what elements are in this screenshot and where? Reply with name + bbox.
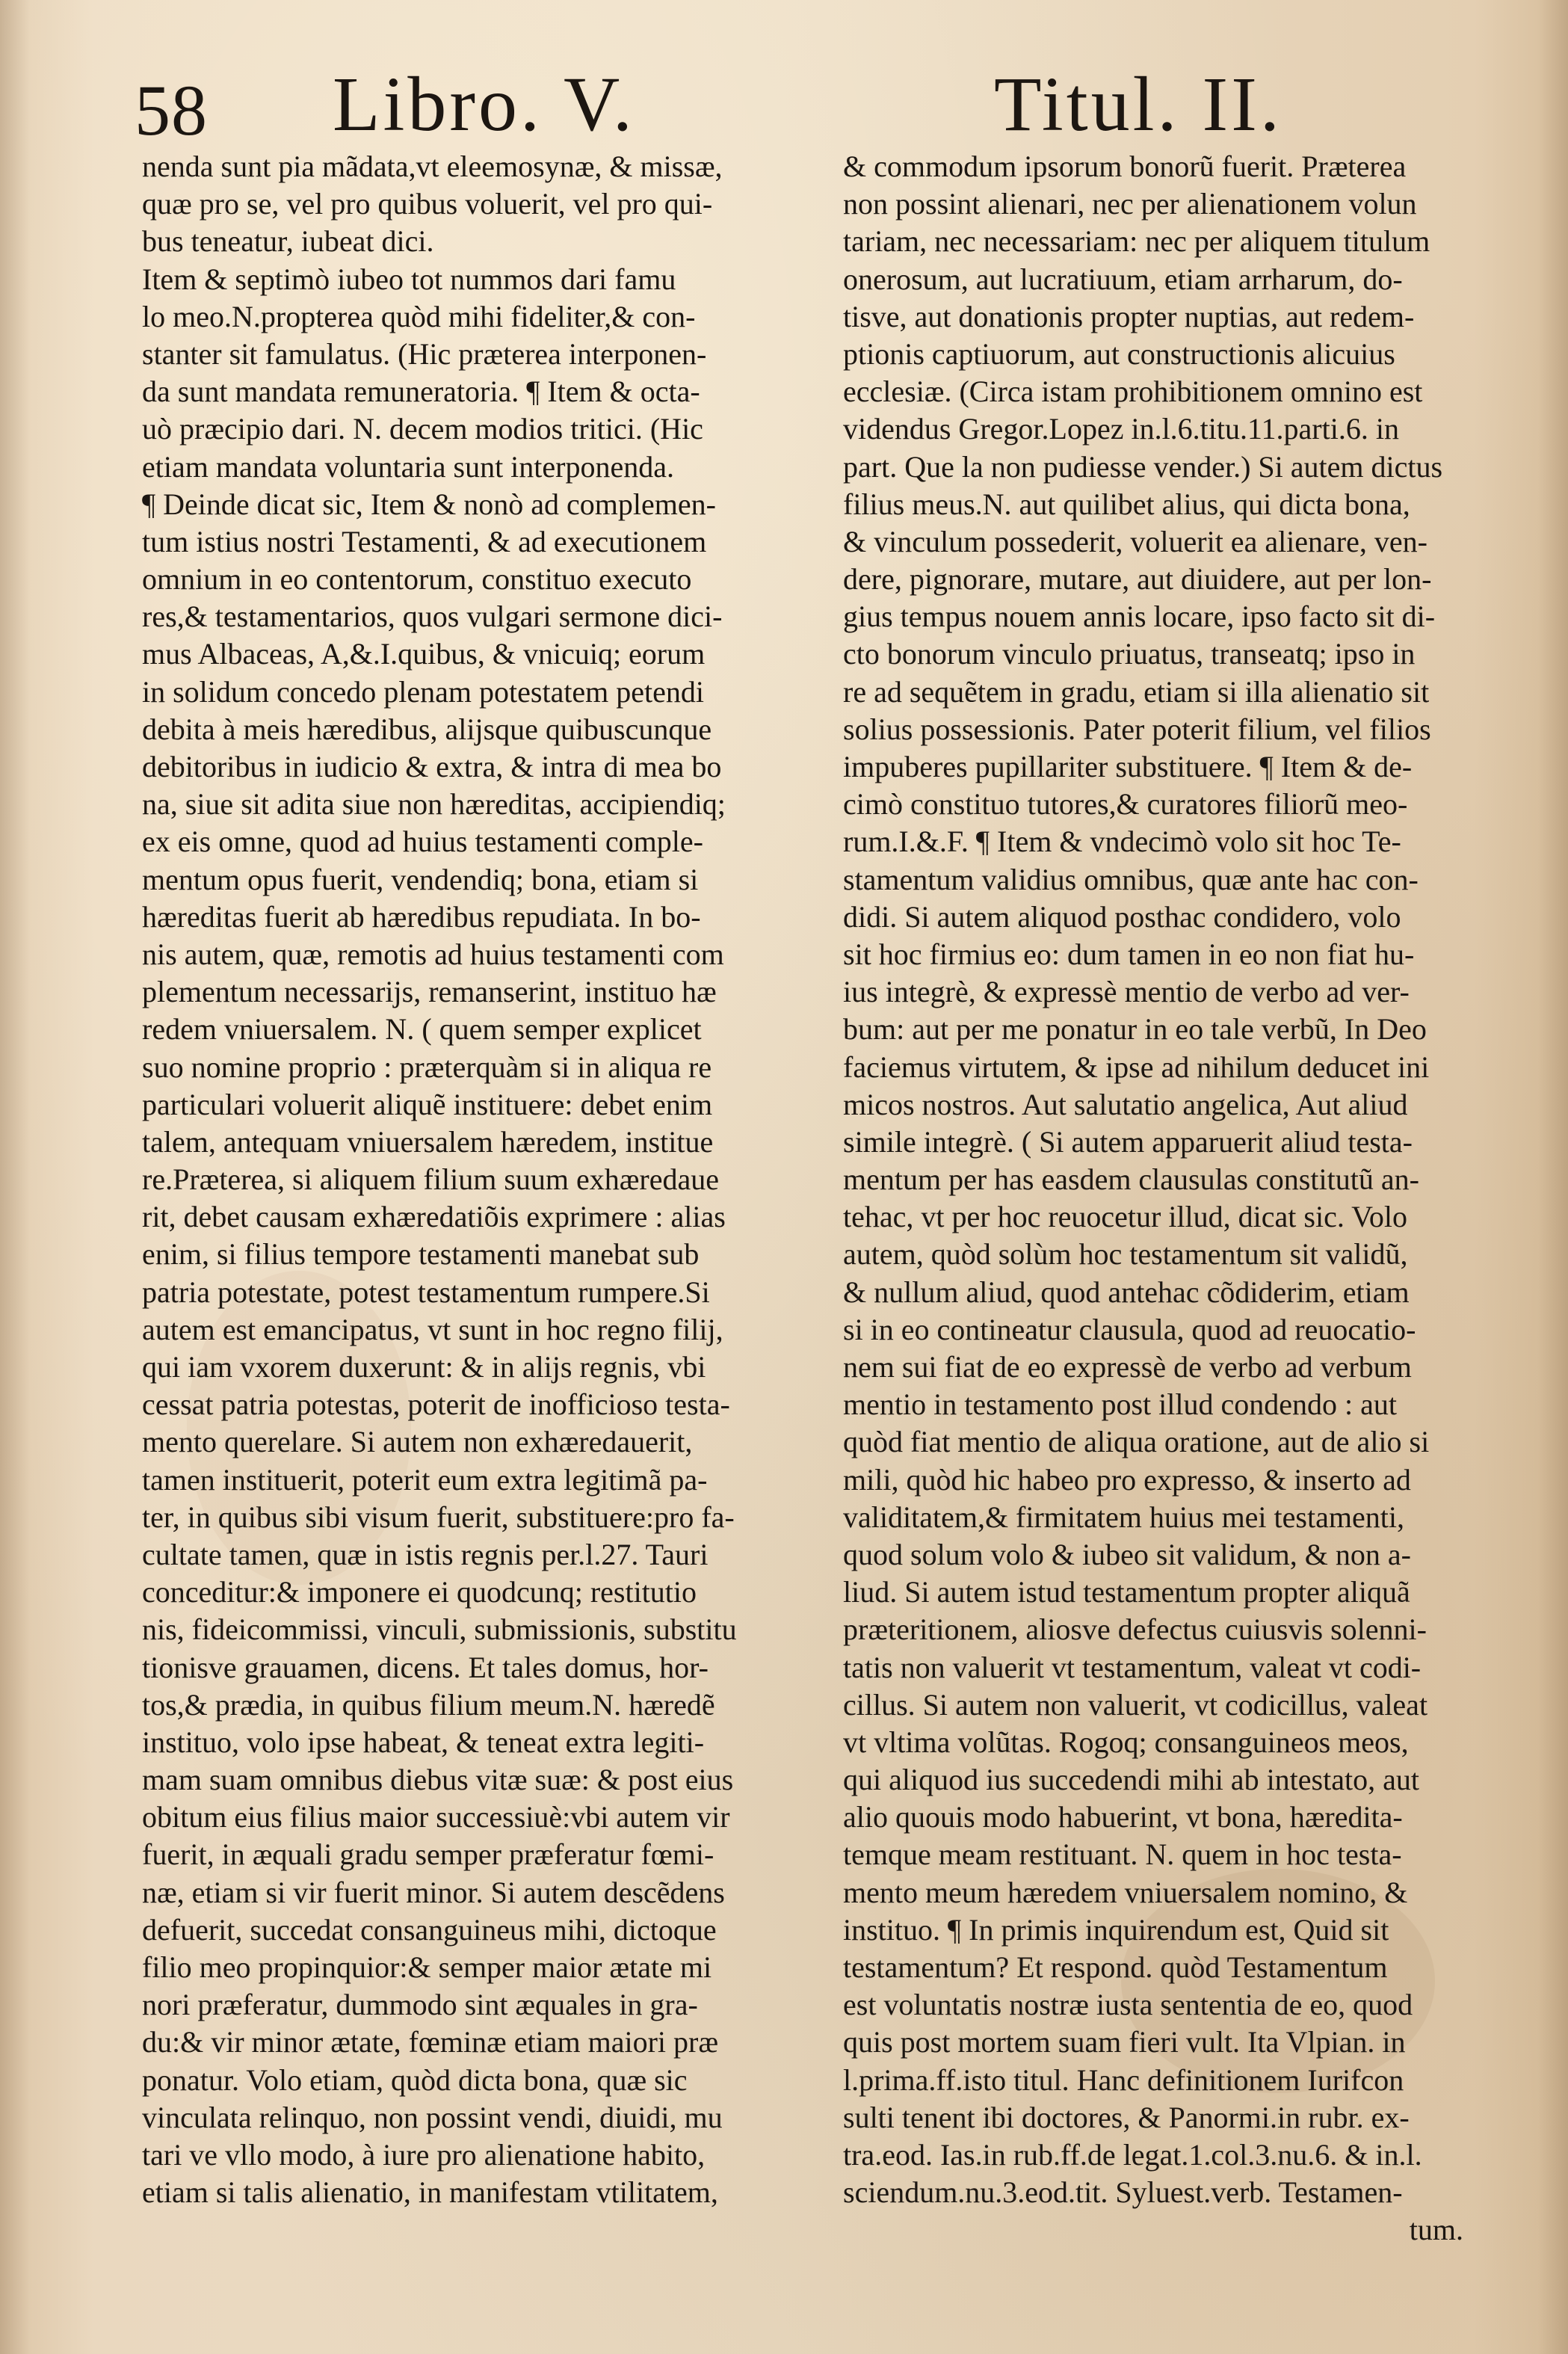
text-line: plementum necessarijs, remanserint, instituo hæ: [142, 975, 717, 1009]
text-line: qui iam vxorem duxerunt: & in alijs regnis, vbi: [142, 1350, 706, 1384]
text-line: sit hoc firmius eo: dum tamen in eo non fiat hu-: [843, 937, 1415, 971]
text-line: etiam si talis alienatio, in manifestam vtilitatem,: [142, 2175, 718, 2210]
text-line: ius integrè, & expressè mentio de verbo ad ver-: [843, 975, 1410, 1009]
text-line: videndus Gregor.Lopez in.l.6.titu.11.parti.6. in: [843, 412, 1399, 446]
text-line: part. Que la non pudiesse vender.) Si autem dictus: [843, 449, 1443, 484]
text-line: faciemus virtutem, & ipse ad nihilum deducet ini: [843, 1050, 1430, 1084]
text-line: suo nomine proprio : præterquàm si in aliqua re: [142, 1050, 712, 1084]
text-line: redem vniuersalem. N. ( quem semper explicet: [142, 1012, 702, 1047]
text-line: mentum opus fuerit, vendendiq; bona, etiam si: [142, 862, 699, 896]
text-line: impuberes pupillariter substituere. ¶ Item & de-: [843, 750, 1413, 783]
text-line: particulari voluerit aliquẽ instituere: debet enim: [142, 1087, 713, 1121]
text-line: instituo, volo ipse habeat, & teneat extra legiti-: [142, 1725, 705, 1759]
text-line: gius tempus nouem annis locare, ipso facto sit di-: [843, 600, 1436, 634]
text-line: ptionis captiuorum, aut constructionis alicuius: [843, 336, 1395, 371]
text-line: micos nostros. Aut salutatio angelica, Aut aliud: [843, 1087, 1408, 1121]
text-line: vt vltima volũtas. Rogoq; consanguineos meos,: [843, 1725, 1409, 1759]
text-line: nis autem, quæ, remotis ad huius testamenti com: [142, 937, 724, 971]
text-line: obitum eius filius maior successiuè:vbi autem vir: [142, 1800, 730, 1834]
text-line: in solidum concedo plenam potestatem petendi: [142, 674, 705, 709]
text-line: quòd fiat mentio de aliqua oratione, aut de alio si: [843, 1425, 1430, 1459]
text-line: cessat patria potestas, poterit de inofficioso testa-: [142, 1387, 730, 1422]
text-line: testamentum? Et respond. quòd Testamentum: [843, 1950, 1388, 1984]
text-line: tatis non valuerit vt testamentum, valeat vt codi-: [843, 1650, 1422, 1684]
text-line: ter, in quibus sibi visum fuerit, substituere:pro fa-: [142, 1500, 735, 1534]
text-line: filio meo propinquior:& semper maior ætate mi: [142, 1950, 712, 1984]
text-line: tehac, vt per hoc reuocetur illud, dicat sic. Volo: [843, 1200, 1407, 1234]
text-line: patria potestate, potest testamentum rumpere.Si: [142, 1275, 710, 1309]
text-line: enim, si filius tempore testamenti manebat sub: [142, 1237, 700, 1272]
text-line: sulti tenent ibi doctores, & Panormi.in rubr. ex-: [843, 2100, 1410, 2134]
text-line: mento querelare. Si autem non exhæredauerit,: [142, 1425, 693, 1459]
text-line: præteritionem, aliosve defectus cuiusvis solenni-: [843, 1612, 1427, 1647]
text-line: re ad sequẽtem in gradu, etiam si illa alienatio sit: [843, 674, 1430, 709]
text-line: omnium in eo contentorum, constituo executo: [142, 562, 692, 597]
text-line: quæ pro se, vel pro quibus voluerit, vel pro qui-: [142, 187, 713, 221]
text-line: didi. Si autem aliquod posthac condidero, volo: [843, 899, 1401, 934]
text-line: liud. Si autem istud testamentum propter aliquã: [843, 1575, 1410, 1609]
text-line: si in eo contineatur clausula, quod ad reuocatio-: [843, 1312, 1416, 1346]
text-line: rum.I.&.F. ¶ Item & vndecimò volo sit hoc Te-: [843, 825, 1401, 859]
text-line: hæreditas fuerit ab hæredibus repudiata. In bo-: [142, 899, 701, 934]
text-line: mentum per has easdem clausulas constitutũ an-: [843, 1162, 1419, 1197]
right-text-column: [843, 148, 1516, 2249]
text-line: ex eis omne, quod ad huius testamenti comple-: [142, 825, 703, 859]
text-line: tra.eod. Ias.in rub.ff.de legat.1.col.3.nu.6. & in.l.: [843, 2137, 1422, 2172]
text-line: tariam, nec necessariam: nec per aliquem titulum: [843, 224, 1430, 259]
text-line: ¶ Deinde dicat sic, Item & nonò ad complemen-: [142, 487, 716, 521]
text-line: cultate tamen, quæ in istis regnis per.l.27. Tauri: [142, 1537, 709, 1571]
text-line: nori præferatur, dummodo sint æquales in gra-: [142, 1988, 698, 2022]
text-line: tum.: [1409, 2213, 1463, 2247]
text-line: ponatur. Volo etiam, quòd dicta bona, quæ sic: [142, 2062, 688, 2097]
text-line: du:& vir minor ætate, fœminæ etiam maiori præ: [142, 2025, 718, 2059]
left-text-column: [142, 148, 815, 2211]
text-line: bus teneatur, iubeat dici.: [142, 224, 434, 259]
text-line: & commodum ipsorum bonorũ fuerit. Præterea: [843, 150, 1407, 183]
text-line: nenda sunt pia mãdata,vt eleemosynæ, & missæ,: [142, 150, 723, 183]
right-edge-shadow: [1538, 0, 1568, 2354]
text-line: mus Albaceas, A,&.I.quibus, & vnicuiq; eorum: [142, 637, 706, 671]
text-line: quod solum volo & iubeo sit validum, & non a-: [843, 1537, 1411, 1571]
text-line: & nullum aliud, quod antehac cõdiderim, etiam: [843, 1275, 1410, 1309]
text-line: conceditur:& imponere ei quodcunq; restitutio: [142, 1575, 697, 1609]
text-line: non possint alienari, nec per alienationem volun: [843, 187, 1417, 221]
text-line: instituo. ¶ In primis inquirendum est, Quid sit: [843, 1912, 1389, 1947]
text-line: na, siue sit adita siue non hæreditas, accipiendiq;: [142, 787, 726, 822]
text-line: bum: aut per me ponatur in eo tale verbũ, In Deo: [843, 1012, 1427, 1047]
text-line: autem est emancipatus, vt sunt in hoc regno filij,: [142, 1312, 723, 1346]
text-line: ecclesiæ. (Circa istam prohibitionem omnino est: [843, 375, 1423, 409]
text-line: defuerit, succedat consanguineus mihi, dictoque: [142, 1912, 717, 1947]
text-line: filius meus.N. aut quilibet alius, qui dicta bona,: [843, 487, 1410, 521]
text-line: validitatem,& firmitatem huius mei testamenti,: [843, 1500, 1404, 1534]
text-line: cillus. Si autem non valuerit, vt codicillus, valeat: [843, 1687, 1428, 1722]
text-line: talem, antequam vniuersalem hæredem, institue: [142, 1124, 714, 1159]
text-line: alio quouis modo habuerint, vt bona, hæredita-: [843, 1800, 1403, 1834]
text-line: sciendum.nu.3.eod.tit. Syluest.verb. Testamen-: [843, 2175, 1403, 2210]
text-line: simile integrè. ( Si autem apparuerit aliud testa-: [843, 1124, 1413, 1159]
text-line: debitoribus in iudicio & extra, & intra di mea bo: [142, 750, 722, 783]
text-line: nis, fideicommissi, vinculi, submissionis, substitu: [142, 1612, 737, 1647]
text-line: tisve, aut donationis propter nuptias, aut redem-: [843, 299, 1415, 333]
text-line: tari ve vllo modo, à iure pro alienatione habito,: [142, 2137, 706, 2172]
text-line: tum istius nostri Testamenti, & ad executionem: [142, 524, 707, 558]
text-line: tamen instituerit, poterit eum extra legitimã pa-: [142, 1462, 708, 1497]
text-line: cimò constituo tutores,& curatores filiorũ meo-: [843, 787, 1408, 822]
text-line: est voluntatis nostræ iusta sententia de eo, quod: [843, 1988, 1413, 2022]
text-line: quis post mortem suam fieri vult. Ita Vlpian. in: [843, 2025, 1406, 2059]
text-line: nem sui fiat de eo expressè de verbo ad verbum: [843, 1350, 1412, 1384]
text-line: Item & septimò iubeo tot nummos dari famu: [142, 262, 676, 296]
text-line: mili, quòd hic habeo pro expresso, & inserto ad: [843, 1462, 1411, 1497]
text-line: rit, debet causam exhæredatiõis exprimere : alias: [142, 1200, 726, 1234]
text-line: tos,& prædia, in quibus filium meum.N. hæredẽ: [142, 1687, 715, 1722]
text-line: vinculata relinquo, non possint vendi, diuidi, mu: [142, 2100, 723, 2134]
text-line: lo meo.N.propterea quòd mihi fideliter,& con-: [142, 299, 696, 333]
text-line: mam suam omnibus diebus vitæ suæ: & post eius: [142, 1763, 734, 1797]
text-line: debita à meis hæredibus, alijsque quibuscunque: [142, 712, 712, 746]
text-line: stanter sit famulatus. (Hic præterea interponen-: [142, 336, 707, 371]
text-line: autem, quòd solùm hoc testamentum sit validũ,: [843, 1237, 1408, 1272]
text-line: næ, etiam si vir fuerit minor. Si autem descẽdens: [142, 1875, 725, 1909]
text-line: res,& testamentarios, quos vulgari sermone dici-: [142, 600, 723, 634]
page-number: 58: [135, 70, 208, 150]
text-line: cto bonorum vinculo priuatus, transeatq; ipso in: [843, 637, 1416, 671]
text-line: qui aliquod ius succedendi mihi ab intestato, aut: [843, 1763, 1419, 1797]
text-line: dere, pignorare, mutare, aut diuidere, aut per lon-: [843, 562, 1432, 597]
text-line: stamentum validius omnibus, quæ ante hac con-: [843, 862, 1419, 896]
text-line: tionisve grauamen, dicens. Et tales domus, hor-: [142, 1650, 709, 1684]
left-edge-shadow: [0, 0, 30, 2354]
text-line: l.prima.ff.isto titul. Hanc definitionem Iurifcon: [843, 2062, 1404, 2097]
running-title-right: Titul. II.: [994, 61, 1283, 147]
text-line: onerosum, aut lucratiuum, etiam arrharum, do-: [843, 262, 1403, 296]
text-line: & vinculum possederit, voluerit ea alienare, ven-: [843, 524, 1427, 558]
text-line: da sunt mandata remuneratoria. ¶ Item & octa-: [142, 375, 700, 409]
text-line: mentio in testamento post illud condendo : aut: [843, 1387, 1397, 1422]
running-title-left: Libro. V.: [333, 61, 635, 147]
text-line: temque meam restituant. N. quem in hoc testa-: [843, 1837, 1402, 1872]
text-line: mento meum hæredem vniuersalem nomino, &: [843, 1875, 1408, 1909]
text-line: fuerit, in æquali gradu semper præferatur fœmi-: [142, 1837, 714, 1872]
text-line: etiam mandata voluntaria sunt interponenda.: [142, 449, 674, 484]
text-line: solius possessionis. Pater poterit filium, vel filios: [843, 712, 1431, 746]
text-line: re.Præterea, si aliquem filium suum exhæredaue: [142, 1162, 720, 1197]
text-line: uò præcipio dari. N. decem modios tritici. (Hic: [142, 412, 703, 446]
